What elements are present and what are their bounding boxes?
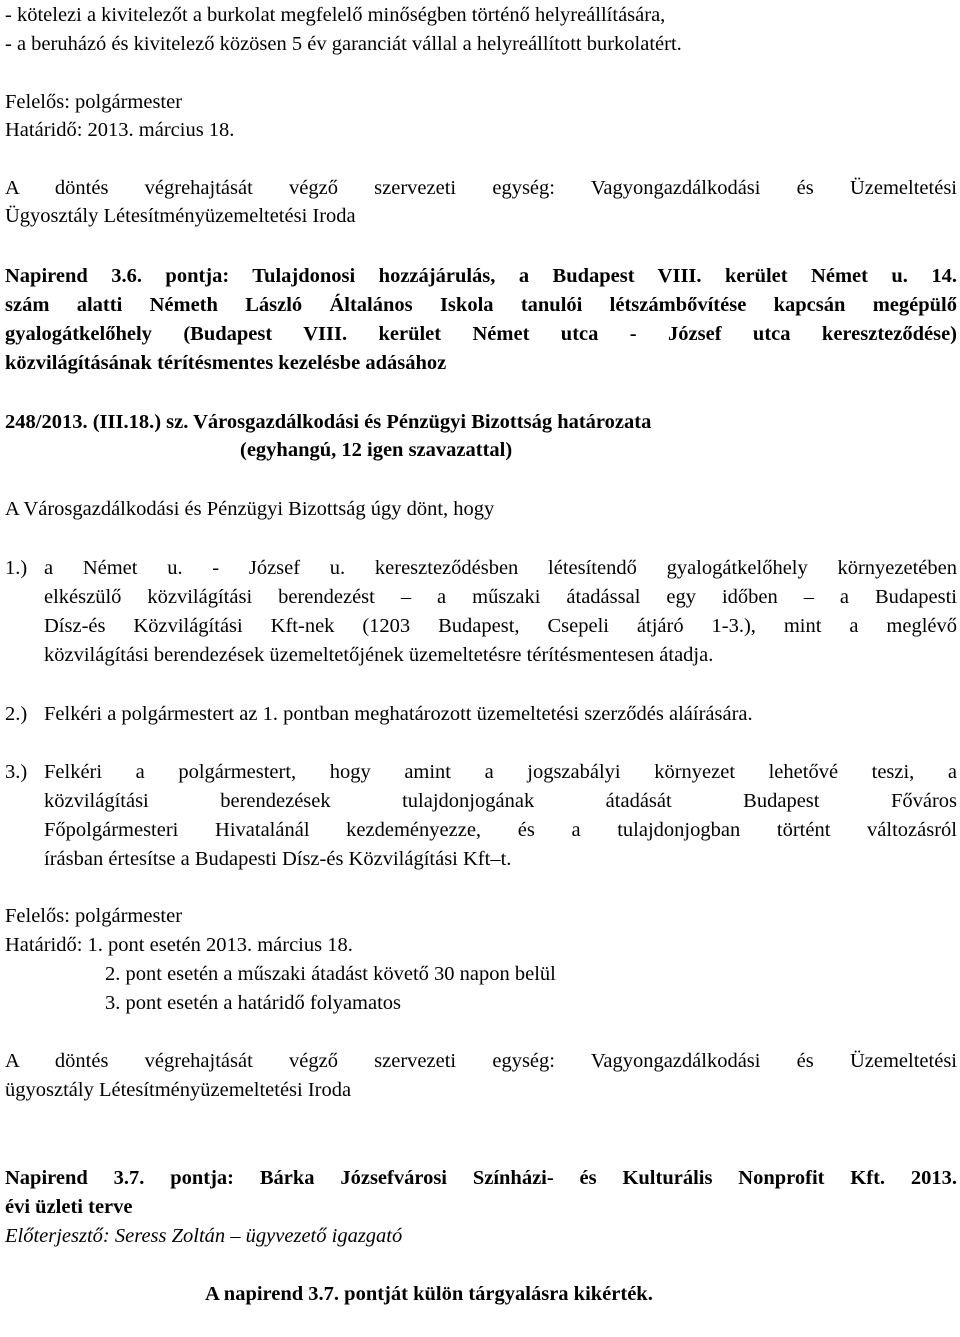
- executing-unit-2-line-1: A döntés végrehajtását végző szervezeti egység: Vagyongazdálkodási és Üzemeltetési: [5, 1050, 957, 1072]
- resolution-number-line: 248/2013. (III.18.) sz. Városgazdálkodási és Pénzügyi Bizottság határozata: [5, 411, 652, 433]
- deadline-line-2b: 2. pont esetén a műszaki átadást követő 30 napon belül: [105, 963, 556, 985]
- deadline-line-2a: Határidő: 1. pont esetén 2013. március 18.: [5, 934, 353, 956]
- deadline-line: Határidő: 2013. március 18.: [5, 119, 235, 141]
- item-3-line-3: Főpolgármesteri Hivatalánál kezdeményezze, és a tulajdonjogban történt változásról: [44, 819, 957, 841]
- vote-result-line: (egyhangú, 12 igen szavazattal): [240, 439, 513, 461]
- agenda-3-7-note: A napirend 3.7. pontját külön tárgyalásra kikérték.: [205, 1283, 653, 1305]
- executing-unit-line-2: Ügyosztály Létesítményüzemeltetési Iroda: [5, 205, 356, 227]
- responsible-line-2: Felelős: polgármester: [5, 905, 183, 927]
- item-3-line-1: Felkéri a polgármestert, hogy amint a jogszabályi környezet lehetővé teszi, a: [44, 761, 957, 783]
- decision-intro: A Városgazdálkodási és Pénzügyi Bizottság úgy dönt, hogy: [5, 498, 495, 520]
- item-3-number: 3.): [5, 761, 28, 783]
- item-3-line-4: írásban értesítse a Budapesti Dísz-és Közvilágítási Kft–t.: [44, 848, 512, 870]
- item-2-number: 2.): [5, 703, 28, 725]
- deadline-line-2c: 3. pont esetén a határidő folyamatos: [105, 992, 402, 1014]
- agenda-3-6-title-line-3: gyalogátkelőhely (Budapest VIII. kerület Német utca - József utca kereszteződése): [5, 323, 957, 345]
- item-1-line-4: közvilágítási berendezések üzemeltetőjének üzemeltetésre térítésmentesen átadja.: [44, 644, 714, 666]
- agenda-3-7-title-line-1: Napirend 3.7. pontja: Bárka Józsefvárosi Színházi- és Kulturális Nonprofit Kft. 2013.: [5, 1167, 957, 1189]
- presenter-line: Előterjesztő: Seress Zoltán – ügyvezető igazgató: [5, 1225, 403, 1247]
- obligation-line-2: - a beruházó és kivitelező közösen 5 év garanciát vállal a helyreállított burkolatért.: [5, 33, 682, 55]
- agenda-3-6-title-line-1: Napirend 3.6. pontja: Tulajdonosi hozzájárulás, a Budapest VIII. kerület Német u. 14.: [5, 265, 957, 287]
- item-1-line-3: Dísz-és Közvilágítási Kft-nek (1203 Budapest, Csepeli átjáró 1-3.), mint a meglévő: [44, 615, 957, 637]
- executing-unit-2-line-2: ügyosztály Létesítményüzemeltetési Iroda: [5, 1079, 352, 1101]
- item-1-line-2: elkészülő közvilágítási berendezést – a műszaki átadással egy időben – a Budapesti: [44, 586, 957, 608]
- item-2-text: Felkéri a polgármestert az 1. pontban meghatározott üzemeltetési szerződés aláírására.: [44, 703, 753, 725]
- agenda-3-6-title-line-2: szám alatti Németh László Általános Iskola tanulói létszámbővítése kapcsán megépülő: [5, 294, 957, 316]
- agenda-3-6-title-line-4: közvilágításának térítésmentes kezelésbe adásához: [5, 352, 447, 374]
- item-3-line-2: közvilágítási berendezések tulajdonjogának átadását Budapest Főváros: [44, 790, 957, 812]
- item-1-line-1: a Német u. - József u. kereszteződésben létesítendő gyalogátkelőhely környezetében: [44, 557, 957, 579]
- item-1-number: 1.): [5, 557, 28, 579]
- obligation-line-1: - kötelezi a kivitelezőt a burkolat megfelelő minőségben történő helyreállítására,: [5, 4, 666, 26]
- agenda-3-7-title-line-2: évi üzleti terve: [5, 1196, 133, 1218]
- responsible-line: Felelős: polgármester: [5, 91, 183, 113]
- executing-unit-line-1: A döntés végrehajtását végző szervezeti egység: Vagyongazdálkodási és Üzemeltetési: [5, 177, 957, 199]
